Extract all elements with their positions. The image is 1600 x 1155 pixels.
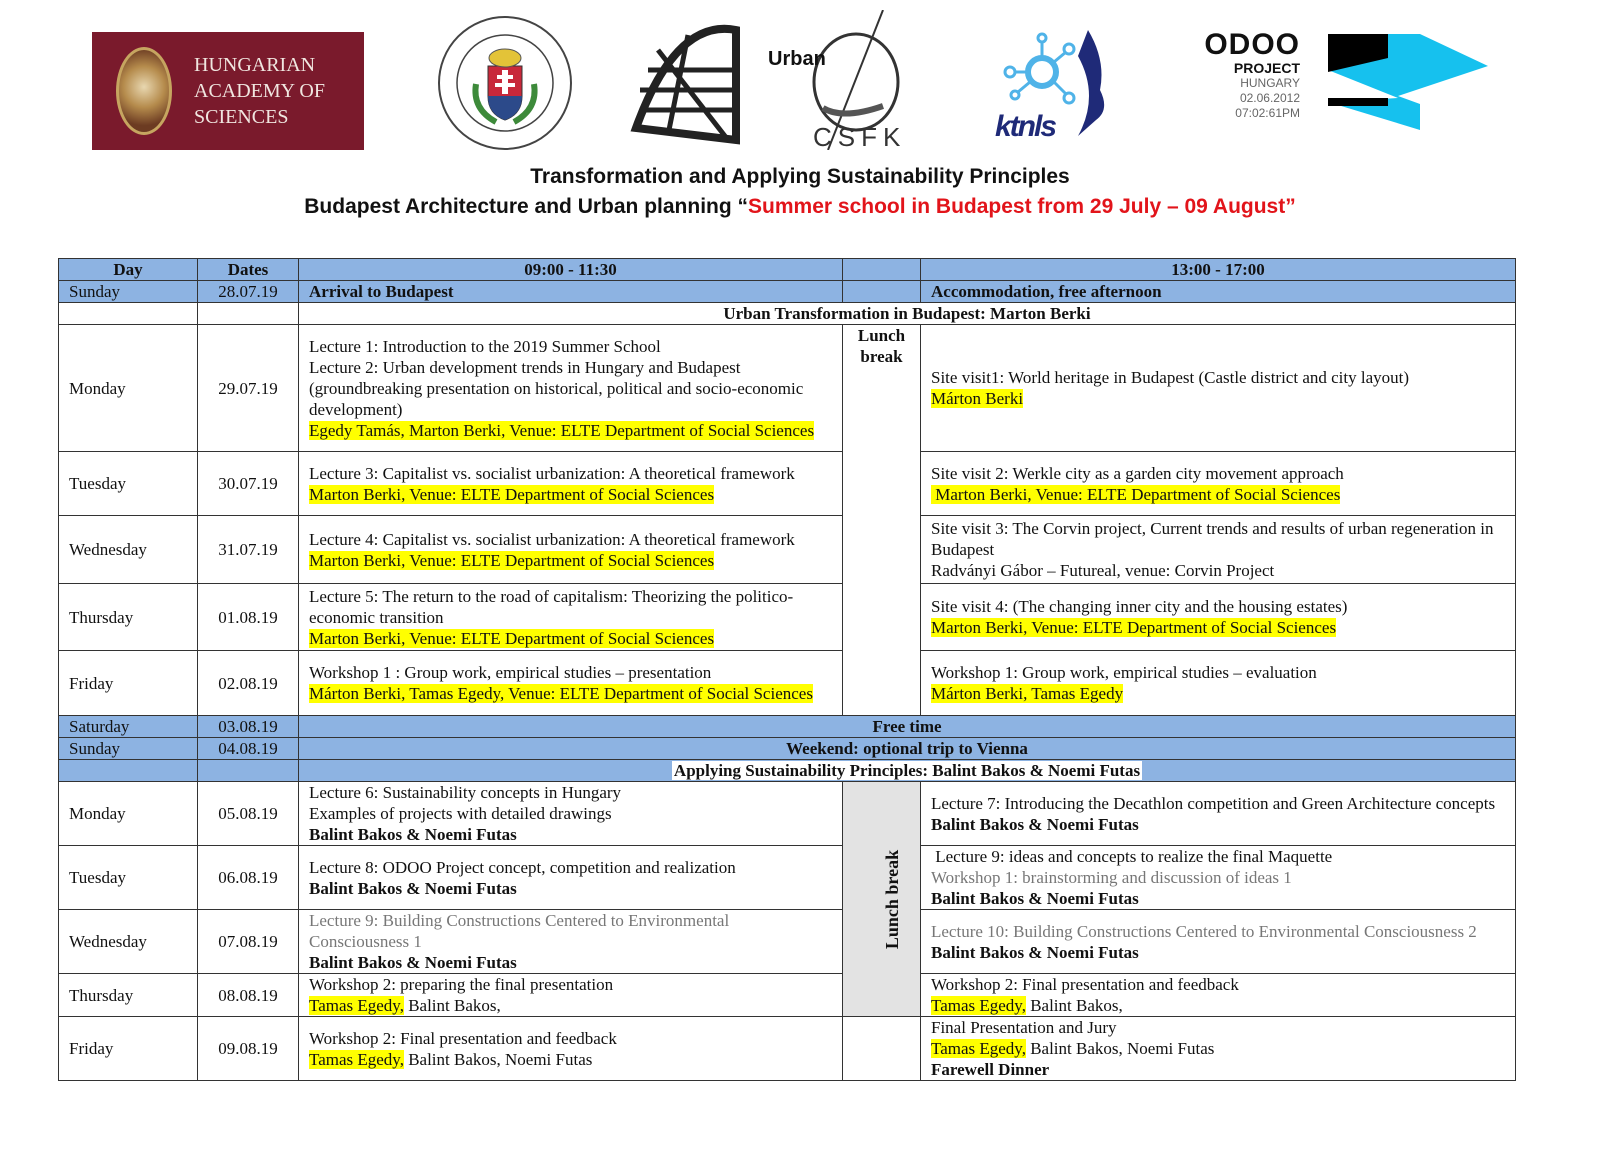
cell-line bbox=[931, 388, 1505, 409]
cell-line bbox=[309, 1028, 832, 1049]
text-segment: Workshop 2: Final presentation and feedback bbox=[309, 1028, 617, 1048]
odoo-date: 02.06.2012 bbox=[1239, 91, 1300, 105]
text-segment: Balint Bakos & Noemi Futas bbox=[309, 878, 517, 898]
day-cell: Sunday bbox=[59, 738, 198, 760]
document-subtitle bbox=[0, 195, 1600, 219]
day-cell: Tuesday bbox=[59, 452, 198, 516]
cell-line bbox=[309, 782, 832, 803]
morning-session bbox=[299, 846, 843, 910]
text-segment: Lecture 8: ODOO Project concept, competition and realization bbox=[309, 857, 736, 877]
afternoon-session bbox=[921, 846, 1516, 910]
cell-line bbox=[309, 995, 832, 1016]
table-row bbox=[59, 325, 1516, 452]
cell-line bbox=[309, 357, 832, 420]
hungarian-academy-text: HUNGARIAN ACADEMY OF SCIENCES bbox=[194, 54, 325, 128]
morning-session bbox=[299, 584, 843, 651]
table-row bbox=[59, 281, 1516, 303]
morning-session bbox=[299, 516, 843, 584]
date-cell: 01.08.19 bbox=[198, 584, 299, 651]
text-segment: Lecture 9: Building Constructions Centered to Environmental Consciousness 1 bbox=[309, 911, 734, 951]
afternoon-session bbox=[921, 281, 1516, 303]
lunch-break bbox=[843, 325, 921, 716]
day-cell: Wednesday bbox=[59, 910, 198, 974]
empty-cell bbox=[198, 760, 299, 782]
section-title-text: Applying Sustainability Principles: Balint Bakos & Noemi Futas bbox=[673, 761, 1141, 780]
text-segment: Lecture 6: Sustainability concepts in Hungary bbox=[309, 783, 622, 802]
highlighted-name: Egedy Tamás, Marton Berki, Venue: ELTE Department of Social Sciences bbox=[309, 420, 815, 440]
cell-line bbox=[931, 683, 1505, 704]
text-segment: Workshop 1 : Group work, empirical studies – presentation bbox=[309, 663, 712, 682]
highlighted-name: Tamas Egedy, bbox=[309, 1049, 404, 1069]
table-row bbox=[59, 516, 1516, 584]
empty-cell bbox=[59, 303, 198, 325]
table-row bbox=[59, 584, 1516, 651]
highlighted-name: Marton Berki, Venue: ELTE Department of Social Sciences bbox=[309, 628, 715, 648]
cell-line bbox=[309, 463, 832, 484]
text-segment: Lecture 10: Building Constructions Centered to Environmental Consciousness 2 bbox=[931, 921, 1477, 941]
morning-session bbox=[299, 974, 843, 1017]
morning-session bbox=[299, 325, 843, 452]
highlighted-name: Marton Berki, Venue: ELTE Department of Social Sciences bbox=[931, 618, 1337, 637]
cell-line bbox=[931, 596, 1505, 617]
day-cell: Friday bbox=[59, 1017, 198, 1081]
table-row bbox=[59, 303, 1516, 325]
text-segment: Arrival to Budapest bbox=[309, 282, 454, 301]
day-cell: Tuesday bbox=[59, 846, 198, 910]
cell-line bbox=[309, 1049, 832, 1070]
ktnls-text: ktnls bbox=[995, 110, 1056, 143]
highlighted-name: Márton Berki, Tamas Egedy bbox=[931, 684, 1124, 703]
cell-line bbox=[309, 824, 832, 845]
afternoon-session bbox=[921, 452, 1516, 516]
cell-line bbox=[309, 857, 832, 878]
morning-session bbox=[299, 1017, 843, 1081]
afternoon-session bbox=[921, 782, 1516, 846]
cell-line bbox=[309, 952, 832, 973]
cell-line bbox=[309, 420, 832, 441]
cell-line bbox=[309, 484, 832, 505]
section-title: Urban Transformation in Budapest: Marton Berki bbox=[299, 303, 1516, 325]
hungarian-academy-logo bbox=[92, 32, 364, 150]
free-activity: Free time bbox=[299, 716, 1516, 738]
ktnls-logo bbox=[990, 22, 1115, 144]
text-segment: Balint Bakos, Noemi Futas bbox=[403, 1049, 593, 1069]
cell-line bbox=[931, 921, 1505, 942]
lunch-break-label: Lunch break bbox=[882, 849, 903, 949]
header-day: Day bbox=[59, 259, 198, 281]
cell-line bbox=[931, 814, 1505, 835]
day-cell: Sunday bbox=[59, 281, 198, 303]
table-row bbox=[59, 760, 1516, 782]
date-cell: 29.07.19 bbox=[198, 325, 299, 452]
date-cell: 30.07.19 bbox=[198, 452, 299, 516]
lunch-cell bbox=[843, 281, 921, 303]
text-segment: Accommodation, free afternoon bbox=[931, 282, 1162, 301]
cell-line bbox=[931, 662, 1505, 683]
cell-line bbox=[309, 336, 832, 357]
date-cell: 09.08.19 bbox=[198, 1017, 299, 1081]
blue-z-logo bbox=[1328, 32, 1492, 130]
table-row bbox=[59, 651, 1516, 716]
cell-line bbox=[931, 974, 1505, 995]
cell-line bbox=[931, 1038, 1505, 1059]
afternoon-session bbox=[921, 584, 1516, 651]
text-segment: Workshop 2: Final presentation and feedback bbox=[931, 975, 1239, 994]
text-segment: Site visit 4: (The changing inner city and the housing estates) bbox=[931, 597, 1348, 616]
highlighted-name: Márton Berki bbox=[931, 389, 1024, 408]
day-cell: Monday bbox=[59, 325, 198, 452]
morning-session bbox=[299, 452, 843, 516]
text-segment: Examples of projects with detailed drawings bbox=[309, 804, 612, 823]
text-segment: Lecture 7: Introducing the Decathlon competition and Green Architecture concepts bbox=[931, 793, 1496, 813]
day-cell: Monday bbox=[59, 782, 198, 846]
date-cell: 08.08.19 bbox=[198, 974, 299, 1017]
text-segment: Balint Bakos & Noemi Futas bbox=[309, 953, 517, 972]
text-segment: Balint Bakos & Noemi Futas bbox=[309, 825, 517, 844]
table-row bbox=[59, 846, 1516, 910]
cell-line bbox=[931, 846, 1505, 867]
cell-line bbox=[309, 550, 832, 571]
afternoon-session bbox=[921, 651, 1516, 716]
text-segment: Site visit 3: The Corvin project, Current trends and results of urban regeneration in Budapest bbox=[931, 519, 1498, 559]
day-cell: Thursday bbox=[59, 584, 198, 651]
urban-csfk-logo bbox=[628, 10, 907, 152]
lunch-break bbox=[843, 782, 921, 1017]
afternoon-session bbox=[921, 974, 1516, 1017]
table-row bbox=[59, 974, 1516, 1017]
cell-line bbox=[931, 1017, 1505, 1038]
highlighted-name: Marton Berki, Venue: ELTE Department of Social Sciences bbox=[309, 484, 715, 504]
table-header-row bbox=[59, 259, 1516, 281]
table-row bbox=[59, 782, 1516, 846]
date-cell: 07.08.19 bbox=[198, 910, 299, 974]
header-afternoon: 13:00 - 17:00 bbox=[921, 259, 1516, 281]
cell-line bbox=[309, 529, 832, 550]
cell-line bbox=[931, 995, 1505, 1016]
morning-session bbox=[299, 281, 843, 303]
header-morning: 09:00 - 11:30 bbox=[299, 259, 843, 281]
text-segment: Lecture 5: The return to the road of capitalism: Theorizing the politico-economic transition bbox=[309, 586, 794, 627]
header-lunch bbox=[843, 259, 921, 281]
text-segment: Final Presentation and Jury bbox=[931, 1018, 1117, 1037]
text-segment: Balint Bakos & Noemi Futas bbox=[931, 889, 1139, 908]
lunch-break-label: Lunch break bbox=[857, 326, 906, 366]
cell-line bbox=[309, 910, 832, 952]
text-segment: Balint Bakos & Noemi Futas bbox=[931, 942, 1139, 962]
date-cell: 03.08.19 bbox=[198, 716, 299, 738]
text-segment: Workshop 1: Group work, empirical studies – evaluation bbox=[931, 663, 1317, 682]
table-row bbox=[59, 452, 1516, 516]
text-segment: Lecture 1: Introduction to the 2019 Summer School bbox=[309, 336, 661, 356]
academy-emblem-icon bbox=[116, 47, 172, 135]
cell-line bbox=[931, 560, 1505, 581]
date-cell: 31.07.19 bbox=[198, 516, 299, 584]
cell-line bbox=[931, 1059, 1505, 1080]
empty-cell bbox=[198, 303, 299, 325]
highlighted-name: Tamas Egedy, bbox=[931, 996, 1026, 1015]
odoo-text: ODOO bbox=[1204, 28, 1300, 61]
cell-line bbox=[309, 683, 832, 704]
empty-cell bbox=[59, 760, 198, 782]
table-row bbox=[59, 910, 1516, 974]
highlighted-name: Tamas Egedy, bbox=[931, 1039, 1026, 1058]
cell-line bbox=[931, 942, 1505, 963]
cell-line bbox=[309, 803, 832, 824]
afternoon-session bbox=[921, 325, 1516, 452]
text-segment: Lecture 2: Urban development trends in Hungary and Budapest (groundbreaking presentation on historical, political and socio-economic development) bbox=[309, 357, 808, 419]
date-cell: 05.08.19 bbox=[198, 782, 299, 846]
cell-line bbox=[931, 867, 1505, 888]
cell-line bbox=[309, 662, 832, 683]
csfk-text: CSFK bbox=[813, 122, 907, 152]
cell-line bbox=[309, 628, 832, 649]
highlighted-name: Tamas Egedy, bbox=[309, 996, 404, 1015]
morning-session bbox=[299, 782, 843, 846]
header-dates: Dates bbox=[198, 259, 299, 281]
section-title bbox=[299, 760, 1516, 782]
text-segment: Balint Bakos, bbox=[403, 996, 501, 1015]
cell-line bbox=[931, 367, 1505, 388]
date-cell: 04.08.19 bbox=[198, 738, 299, 760]
date-cell: 02.08.19 bbox=[198, 651, 299, 716]
text-segment: Farewell Dinner bbox=[931, 1060, 1050, 1079]
cell-line bbox=[309, 974, 832, 995]
odoo-project-logo bbox=[1190, 30, 1300, 121]
urban-text: Urban bbox=[768, 48, 826, 70]
free-activity: Weekend: optional trip to Vienna bbox=[299, 738, 1516, 760]
day-cell: Friday bbox=[59, 651, 198, 716]
text-segment: Lecture 9: ideas and concepts to realize the final Maquette bbox=[931, 847, 1333, 866]
highlighted-name: Marton Berki, Venue: ELTE Department of Social Sciences bbox=[931, 484, 1341, 504]
table-row bbox=[59, 716, 1516, 738]
morning-session bbox=[299, 651, 843, 716]
schedule-table bbox=[58, 258, 1516, 1081]
cell-line bbox=[931, 281, 1505, 302]
document-title: Transformation and Applying Sustainability Principles bbox=[530, 165, 1070, 188]
afternoon-session bbox=[921, 516, 1516, 584]
day-cell: Wednesday bbox=[59, 516, 198, 584]
date-cell: 06.08.19 bbox=[198, 846, 299, 910]
afternoon-session bbox=[921, 1017, 1516, 1081]
elte-seal-logo bbox=[436, 14, 574, 152]
table-row bbox=[59, 1017, 1516, 1081]
text-segment: Site visit1: World heritage in Budapest (Castle district and city layout) bbox=[931, 368, 1410, 387]
text-segment: Lecture 3: Capitalist vs. socialist urbanization: A theoretical framework bbox=[309, 463, 795, 483]
odoo-country: HUNGARY bbox=[1240, 76, 1300, 90]
text-segment: Radványi Gábor – Futureal, venue: Corvin Project bbox=[931, 561, 1275, 580]
text-segment: Balint Bakos, Noemi Futas bbox=[1025, 1039, 1215, 1058]
day-cell: Thursday bbox=[59, 974, 198, 1017]
text-segment: Balint Bakos, bbox=[1025, 996, 1123, 1015]
table-row bbox=[59, 738, 1516, 760]
cell-line bbox=[931, 484, 1505, 505]
cell-line bbox=[931, 463, 1505, 484]
text-segment: Workshop 2: preparing the final presentation bbox=[309, 975, 614, 994]
cell-line bbox=[309, 586, 832, 628]
text-segment: Site visit 2: Werkle city as a garden city movement approach bbox=[931, 463, 1344, 483]
cell-line bbox=[309, 281, 832, 302]
cell-line bbox=[931, 518, 1505, 560]
lunch-cell bbox=[843, 1017, 921, 1081]
text-segment: Balint Bakos & Noemi Futas bbox=[931, 814, 1139, 834]
morning-session bbox=[299, 910, 843, 974]
highlighted-name: Marton Berki, Venue: ELTE Department of Social Sciences bbox=[309, 550, 715, 570]
day-cell: Saturday bbox=[59, 716, 198, 738]
highlighted-name: Márton Berki, Tamas Egedy, Venue: ELTE Department of Social Sciences bbox=[309, 684, 813, 703]
text-segment: Lecture 4: Capitalist vs. socialist urbanization: A theoretical framework bbox=[309, 529, 795, 549]
cell-line bbox=[931, 793, 1505, 814]
subtitle-highlight: Summer school in Budapest from 29 July – 09 August” bbox=[748, 195, 1296, 218]
text-segment: Workshop 1: brainstorming and discussion of ideas 1 bbox=[931, 868, 1292, 887]
date-cell: 28.07.19 bbox=[198, 281, 299, 303]
afternoon-session bbox=[921, 910, 1516, 974]
subtitle-prefix: Budapest Architecture and Urban planning “ bbox=[304, 195, 749, 218]
cell-line bbox=[931, 888, 1505, 909]
cell-line bbox=[931, 617, 1505, 638]
cell-line bbox=[309, 878, 832, 899]
odoo-project-text: PROJECT bbox=[1233, 60, 1300, 76]
odoo-time: 07:02:61PM bbox=[1235, 106, 1300, 120]
